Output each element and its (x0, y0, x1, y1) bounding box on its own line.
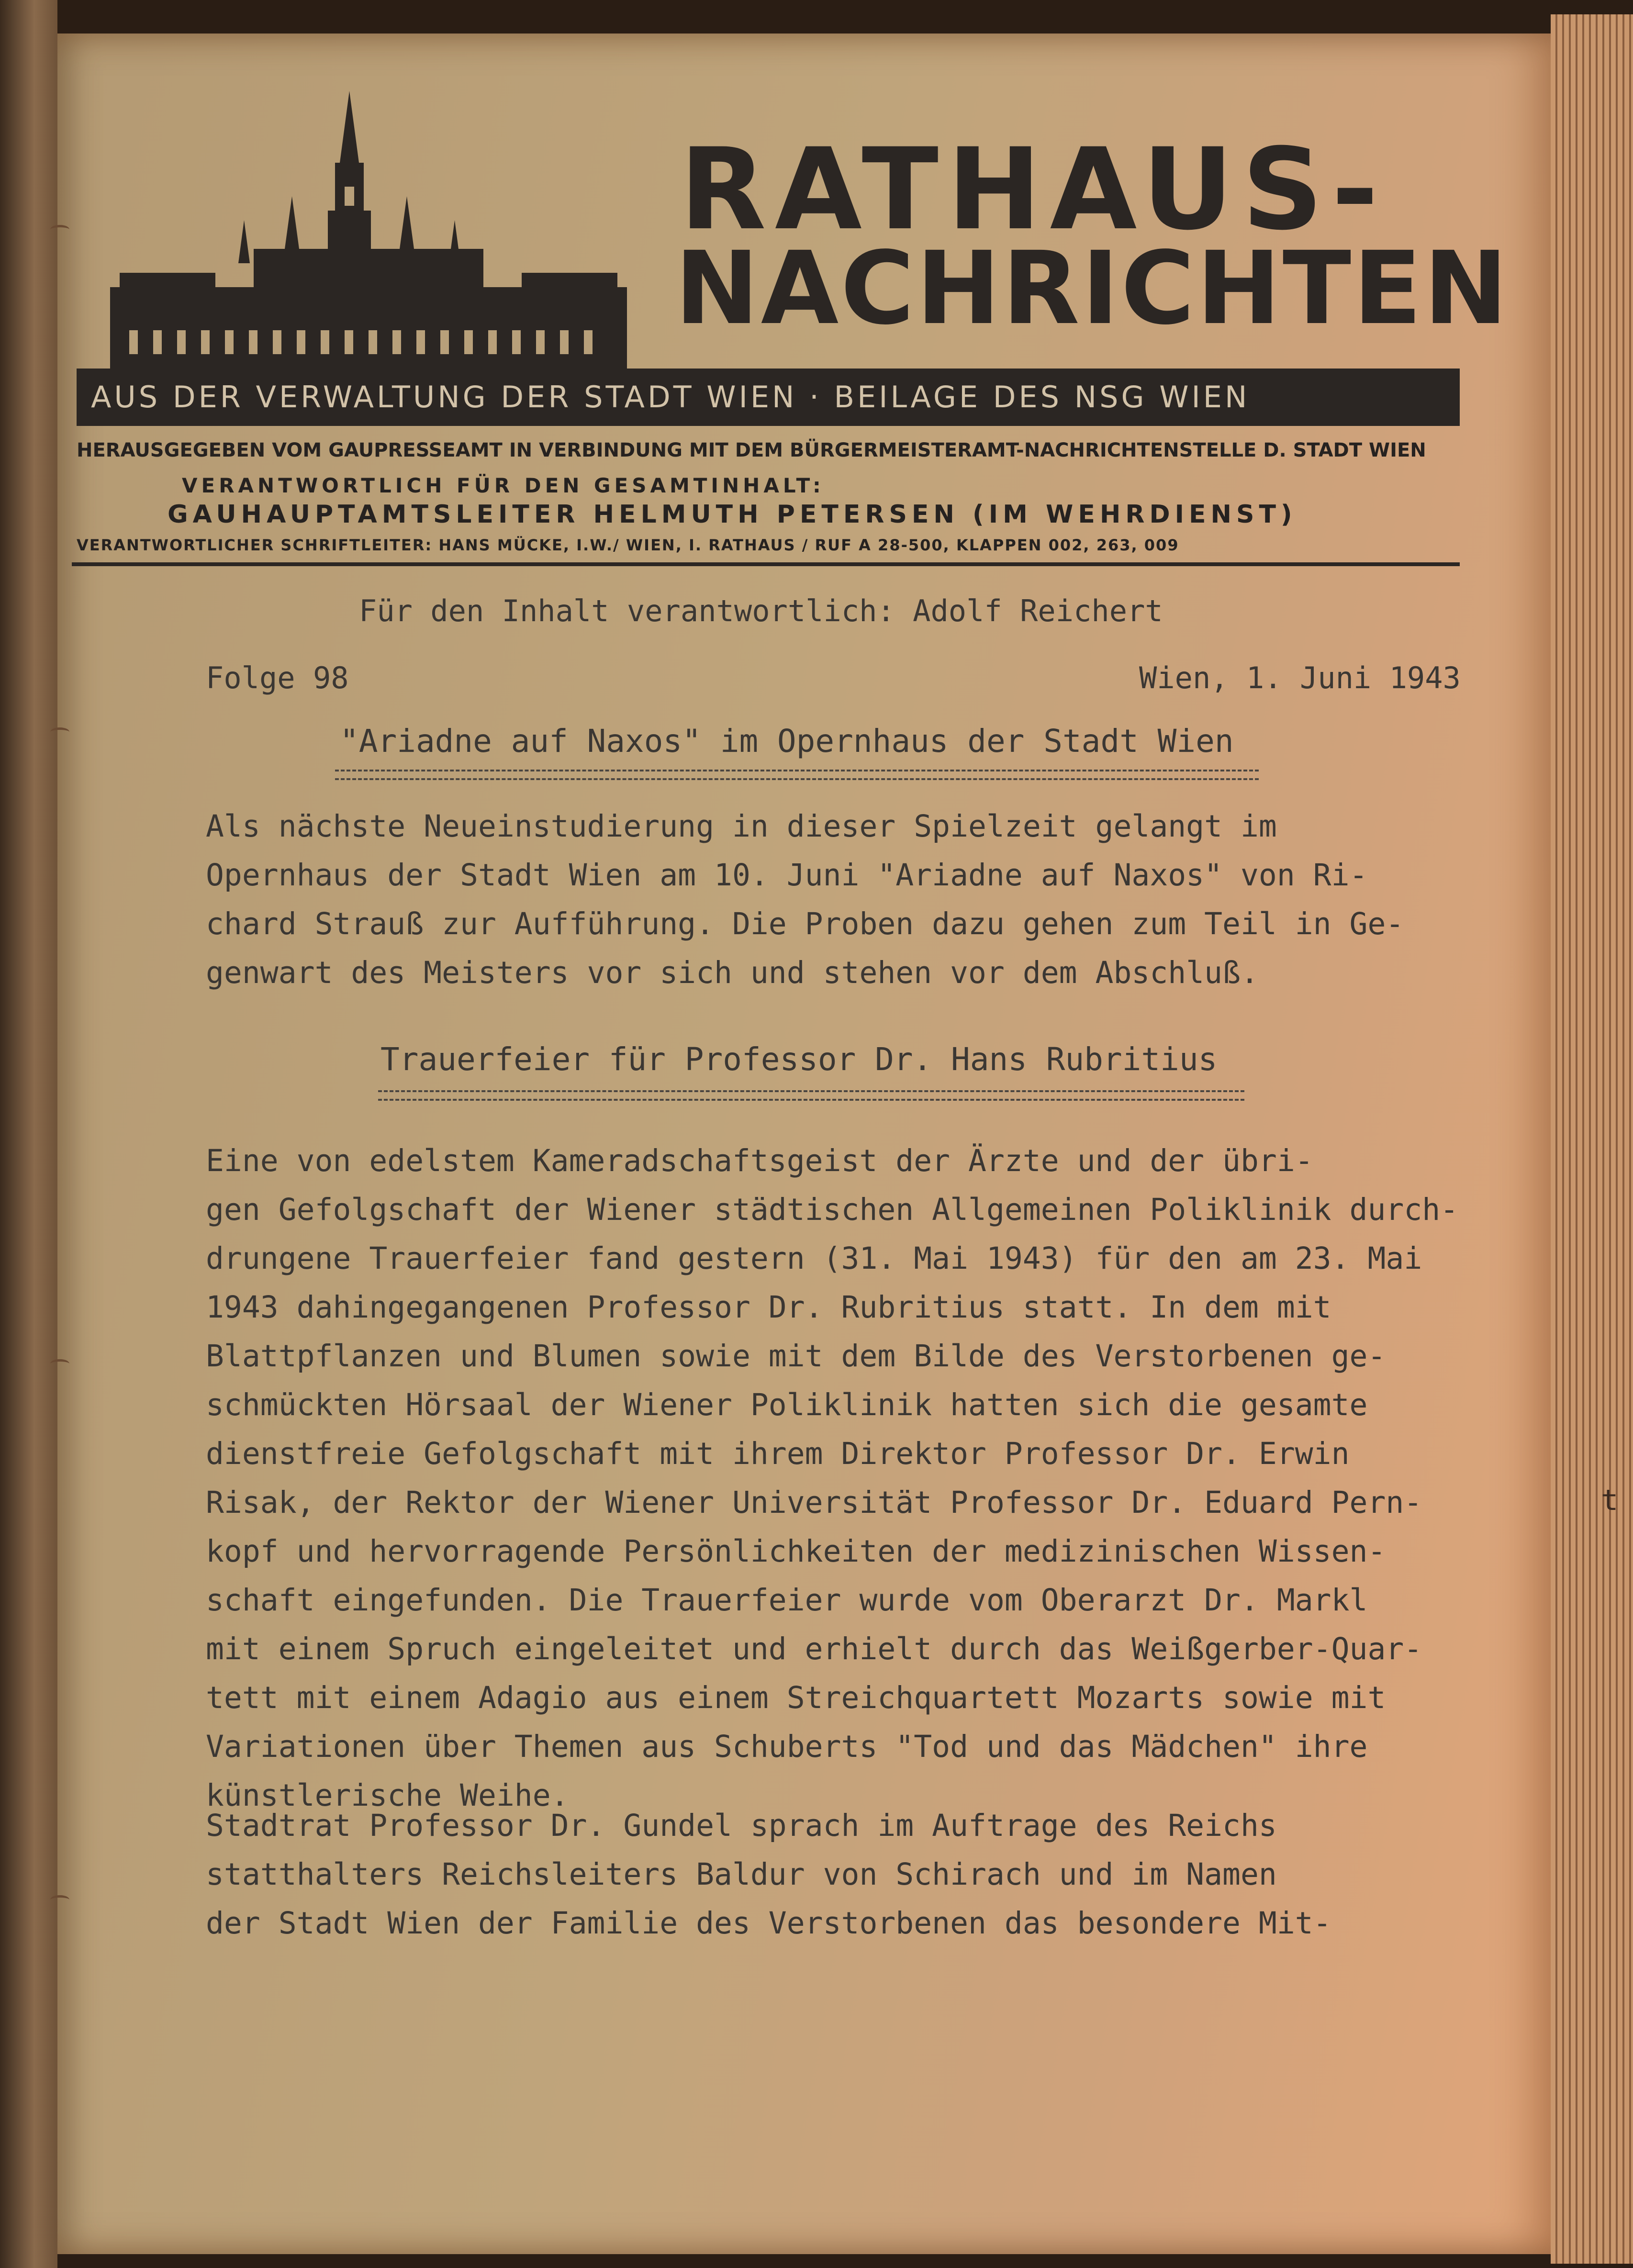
issue-number: Folge 98 (206, 660, 349, 695)
text-line: tett mit einem Adagio aus einem Streichquartett Mozarts sowie mit (206, 1680, 1386, 1715)
text-line: schaft eingefunden. Die Trauerfeier wurde vom Oberarzt Dr. Markl (206, 1583, 1368, 1618)
article2-body (206, 1137, 1458, 1820)
imprint-responsible-label: VERANTWORTLICH FÜR DEN GESAMTINHALT: (182, 474, 825, 497)
text-line: Stadtrat Professor Dr. Gundel sprach im Auftrage des Reichs (206, 1808, 1277, 1843)
rathaus-logo-icon (110, 91, 627, 388)
imprint-editor: VERANTWORTLICHER SCHRIFTLEITER: HANS MÜCKE, I.W./ WIEN, I. RATHAUS / RUF A 28-500, KLAPPEN 002, 263, 009 (77, 536, 1179, 554)
text-line: Variationen über Themen aus Schuberts "Tod und das Mädchen" ihre (206, 1729, 1368, 1764)
text-line: mit einem Spruch eingeleitet und erhielt durch das Weißgerber-Quar- (206, 1631, 1422, 1666)
text-line: Als nächste Neueinstudierung in dieser Spielzeit gelangt im (206, 809, 1277, 844)
article2-headline: Trauerfeier für Professor Dr. Hans Rubritius (380, 1041, 1218, 1078)
text-line: künstlerische Weihe. (206, 1778, 569, 1813)
text-line: schmückten Hörsaal der Wiener Poliklinik hatten sich die gesamte (206, 1387, 1368, 1422)
text-line: Opernhaus der Stadt Wien am 10. Juni "Ariadne auf Naxos" von Ri- (206, 858, 1368, 893)
masthead-title-line2: NACHRICHTEN (675, 230, 1510, 347)
article2-body-continued (206, 1801, 1331, 1948)
text-line: statthalters Reichsleiters Baldur von Schirach und im Namen (206, 1857, 1277, 1892)
binding-stitch (50, 225, 69, 234)
imprint-responsible-name: GAUHAUPTAMTSLEITER HELMUTH PETERSEN (IM WEHRDIENST) (168, 500, 1297, 529)
article1-headline: "Ariadne auf Naxos" im Opernhaus der Stadt Wien (340, 723, 1234, 760)
article1-body (206, 802, 1404, 997)
imprint-publisher: HERAUSGEGEBEN VOM GAUPRESSEAMT IN VERBINDUNG MIT DEM BÜRGERMEISTERAMT-NACHRICHTENSTELLE D. STADT WIEN (77, 439, 1426, 461)
page-edges (1551, 14, 1633, 2264)
text-line: Risak, der Rektor der Wiener Universität Professor Dr. Eduard Pern- (206, 1485, 1422, 1520)
masthead-title-line1: RATHAUS- (680, 124, 1387, 255)
masthead-band: AUS DER VERWALTUNG DER STADT WIEN · BEILAGE DES NSG WIEN (77, 369, 1460, 426)
headline-underline (335, 770, 1259, 780)
text-line: chard Strauß zur Aufführung. Die Proben dazu gehen zum Teil in Ge- (206, 906, 1404, 941)
text-line: Blattpflanzen und Blumen sowie mit dem Bilde des Verstorbenen ge- (206, 1339, 1386, 1374)
text-line: dienstfreie Gefolgschaft mit ihrem Direktor Professor Dr. Erwin (206, 1436, 1350, 1471)
text-line: drungene Trauerfeier fand gestern (31. Mai 1943) für den am 23. Mai (206, 1241, 1422, 1276)
binding-stitch (50, 1895, 69, 1904)
masthead-rule (72, 562, 1460, 566)
text-line: Eine von edelstem Kameradschaftsgeist der Ärzte und der übri- (206, 1143, 1313, 1178)
binding-stitch (50, 1359, 69, 1368)
book-gutter (0, 0, 57, 2268)
text-line: 1943 dahingegangenen Professor Dr. Rubritius statt. In dem mit (206, 1290, 1331, 1325)
text-line: kopf und hervorragende Persönlichkeiten der medizinischen Wissen- (206, 1534, 1386, 1569)
headline-underline (378, 1090, 1244, 1101)
margin-mark: t (1601, 1484, 1619, 1517)
issue-date: Wien, 1. Juni 1943 (1139, 660, 1461, 695)
text-line: der Stadt Wien der Familie des Verstorbenen das besondere Mit- (206, 1906, 1331, 1941)
text-line: genwart des Meisters vor sich und stehen vor dem Abschluß. (206, 955, 1259, 990)
responsible-line: Für den Inhalt verantwortlich: Adolf Reichert (359, 593, 1163, 628)
binding-stitch (50, 727, 69, 737)
text-line: gen Gefolgschaft der Wiener städtischen Allgemeinen Poliklinik durch- (206, 1192, 1459, 1227)
